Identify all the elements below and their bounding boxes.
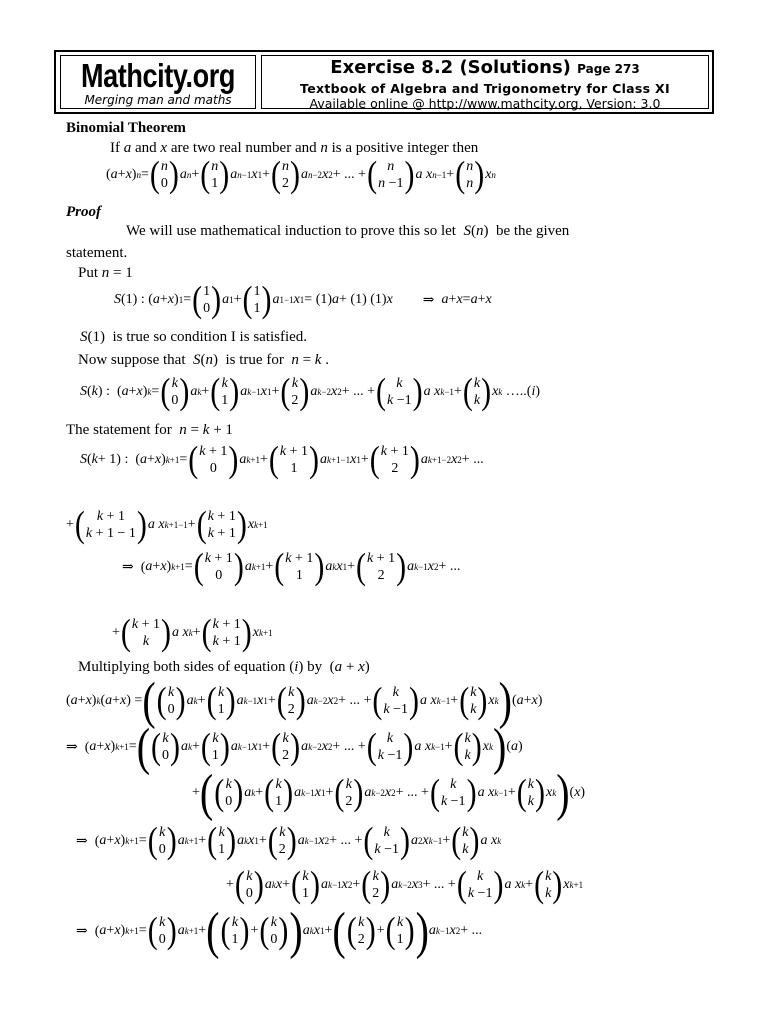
proof-text-2: statement. <box>66 245 128 261</box>
distribute-a: ⇒ ( a + x ) k+1 = ( k 0 ) a k+1 + ( k 1 ) a k x 1 + ( k 2 ) a k−1 x 2 + ... + ( k k −1 ) a 2 x k−1 + ( k k ) a x k <box>76 819 502 861</box>
combine-terms: ⇒ ( a + x ) k+1 = ( k 0 ) a k+1 + ( ( k 1 ) + ( k 0 ) ) a k x 1 + ( ( k 2 ) + ( k 1 ) ) a k−1 x 2 + ... <box>76 901 483 960</box>
statement-k1: The statement for n = k + 1 <box>66 422 233 438</box>
multiply-equation: ( a + x ) k ( a + x ) = ( ( k 0 ) a k + ( k 1 ) a k−1 x 1 + ( k 2 ) a k−2 x 2 + ... + ( k k −1 ) a x k−1 + ( k k ) x k ) ( a + x ) <box>66 671 543 730</box>
suppose-sn: Now suppose that S(n) is true for n = k . <box>78 352 329 368</box>
binomial-expansion: ( a + x ) n = ( n 0 ) a n + ( n 1 ) a n−1 x 1 + ( n 2 ) a n−2 x 2 + ... + ( n n −1 ) a x n−1 + ( n n ) x n <box>106 153 496 195</box>
exercise-title: Exercise 8.2 (Solutions) Page 273 <box>330 57 640 78</box>
logo-box <box>60 55 256 109</box>
theorem-statement: If a and x are two real number and n is a positive integer then <box>110 140 479 156</box>
page-header <box>54 50 714 114</box>
site-logo: Mathcity.org <box>81 57 235 94</box>
sk1-equation-cont: + ( k + 1 k + 1 − 1 ) a x k+1−1 + ( k + 1 k + 1 ) x k+1 <box>66 503 268 545</box>
book-title: Textbook of Algebra and Trigonometry for Class XI <box>300 81 670 96</box>
page-number: Page 273 <box>577 62 640 76</box>
put-n1: Put n = 1 <box>78 265 133 281</box>
section-heading: Binomial Theorem <box>66 120 186 136</box>
expand-a: ⇒ ( a + x ) k+1 = ( ( k 0 ) a k + ( k 1 ) a k−1 x 1 + ( k 2 ) a k−2 x 2 + ... + ( k k −1 ) a x k−1 + ( k k ) x k ) ( a ) <box>66 717 523 776</box>
sk1-equation: S ( k + 1) : ( a + x ) k+1 = ( k + 1 0 ) a k+1 + ( k + 1 1 ) a k+1−1 x 1 + ( k + 1 2 ) a k+1−2 x 2 + ... <box>80 438 484 480</box>
multiplying-text: Multiplying both sides of equation (i) by (a + x) <box>78 659 370 675</box>
sk1-simplified: ⇒ ( a + x ) k+1 = ( k + 1 0 ) a k+1 + ( k + 1 1 ) a k x 1 + ( k + 1 2 ) a k−1 x 2 + ... <box>122 545 461 587</box>
equation-ref: …..(i) <box>505 384 541 399</box>
s1-equation: S (1) : ( a + x ) 1 = ( 1 0 ) a 1 + ( 1 1 ) a 1−1 x 1 = (1) a + (1) (1) x ⇒ a + x = a + x <box>114 278 492 320</box>
expand-x: + ( ( k 0 ) a k + ( k 1 ) a k−1 x 1 + ( k 2 ) a k−2 x 2 + ... + ( k k −1 ) a x k−1 + ( k k ) x k ) ( x ) <box>192 763 586 822</box>
online-link: Available online @ http://www.mathcity.org, Version: 3.0 <box>309 96 661 111</box>
s1-true: S(1) is true so condition I is satisfied. <box>80 329 308 345</box>
sk1-simplified-cont: + ( k + 1 k ) a x k + ( k + 1 k + 1 ) x k+1 <box>112 611 273 653</box>
tagline: Merging man and maths <box>84 93 232 107</box>
proof-text: We will use mathematical induction to prove this so let S(n) be the given <box>126 223 570 239</box>
distribute-x: + ( k 0 ) a k x + ( k 1 ) a k−1 x 2 + ( k 2 ) a k−2 x 3 + ... + ( k k −1 ) a x k + ( k k ) x k+1 <box>226 863 584 905</box>
sk-equation: S ( k ) : ( a + x ) k = ( k 0 ) a k + ( k 1 ) a k−1 x 1 + ( k 2 ) a k−2 x 2 + ... + ( k k −1 ) a x k−1 + ( k k ) x k …..(i) <box>80 370 541 412</box>
title-box <box>261 55 709 109</box>
proof-label: Proof <box>66 204 101 220</box>
